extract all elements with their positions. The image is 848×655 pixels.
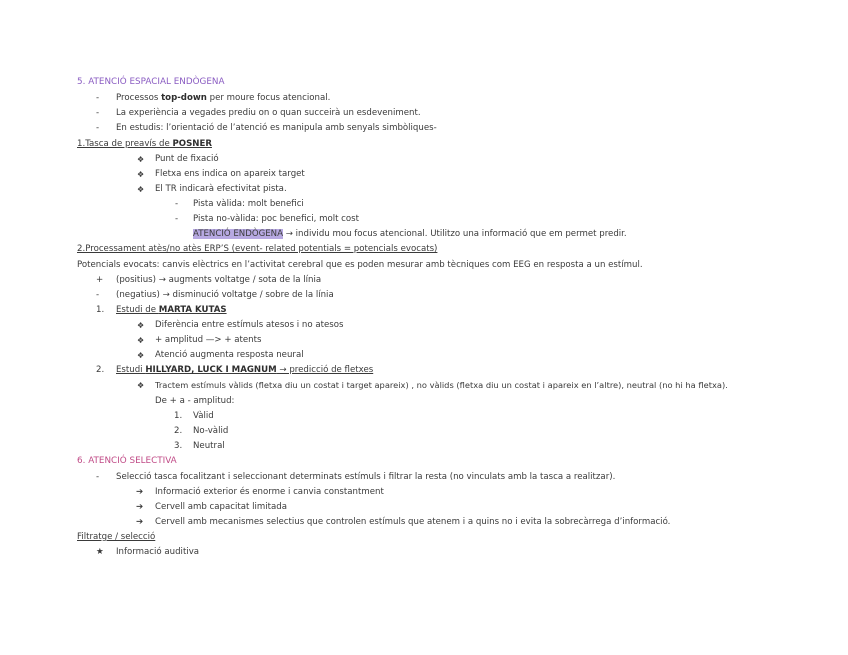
kutas-item-2: + amplitud —> + atents	[155, 335, 262, 345]
selective-attention-definition: Selecció tasca focalitzant i seleccionant determinats estímuls i filtrar la resta (no vinculats amb la tasca a realitzar).	[116, 472, 616, 482]
amplitude-invalid: No-vàlid	[193, 426, 229, 436]
amplitude-neutral: Neutral	[193, 441, 225, 451]
posner-task-title: 1.Tasca de preavís de POSNER	[77, 139, 212, 149]
arrow-bullet-icon: ➔	[136, 487, 144, 497]
dash-marker: -	[96, 108, 100, 118]
posner-item-fixation: Punt de fixació	[155, 154, 219, 164]
section-5-heading: 5. ATENCIÓ ESPACIAL ENDÒGENA	[77, 77, 225, 87]
bullet-top-down: Processos top-down per moure focus atencional.	[116, 93, 331, 103]
diamond-bullet-icon: ❖	[137, 381, 145, 390]
number-marker: 1.	[174, 411, 183, 421]
kutas-item-3: Atenció augmenta resposta neural	[155, 350, 304, 360]
number-marker: 2.	[174, 426, 183, 436]
dash-marker: -	[175, 199, 179, 209]
dash-marker: -	[96, 123, 100, 133]
amplitude-valid: Vàlid	[193, 411, 214, 421]
number-marker: 2.	[96, 365, 105, 375]
diamond-bullet-icon: ❖	[137, 351, 145, 360]
number-marker: 1.	[96, 305, 105, 315]
valid-cue: Pista vàlida: molt benefici	[193, 199, 304, 209]
arrow-bullet-icon: ➔	[136, 502, 144, 512]
study-kutas-title: Estudi de MARTA KUTAS	[116, 305, 227, 315]
highlighted-term: ATENCIÓ ENDÒGENA	[193, 229, 283, 239]
dash-marker: -	[96, 93, 100, 103]
erp-positive: (positius) → augments voltatge / sota de la línia	[116, 275, 322, 285]
diamond-bullet-icon: ❖	[137, 321, 145, 330]
erp-description: Potencials evocats: canvis elèctrics en l’activitat cerebral que es poden mesurar amb tècniques com EEG en resposta a un estímul.	[77, 260, 643, 270]
star-bullet-icon: ★	[96, 547, 104, 557]
posner-item-arrow: Fletxa ens indica on apareix target	[155, 169, 305, 179]
amplitude-order-label: De + a - amplitud:	[155, 396, 235, 406]
dash-marker: -	[96, 290, 100, 300]
selective-item-2: Cervell amb capacitat limitada	[155, 502, 287, 512]
posner-item-tr: El TR indicarà efectivitat pista.	[155, 184, 287, 194]
invalid-cue: Pista no-vàlida: poc benefici, molt cost	[193, 214, 360, 224]
diamond-bullet-icon: ❖	[137, 185, 145, 194]
endogenous-attention-note: ATENCIÓ ENDÒGENA → individu mou focus atencional. Utilitzo una informació que em permet predir.	[193, 229, 627, 239]
arrow-bullet-icon: ➔	[136, 517, 144, 527]
dash-marker: -	[175, 214, 179, 224]
auditory-information: Informació auditiva	[116, 547, 200, 557]
bullet-studies: En estudis: l’orientació de l’atenció es manipula amb senyals simbòliques-	[116, 123, 437, 133]
study-hillyard-title: Estudi HILLYARD, LUCK I MAGNUM → predicció de fletxes	[116, 365, 374, 375]
hillyard-item-1: Tractem estímuls vàlids (fletxa diu un costat i target apareix) , no vàlids (fletxa diu un costat i apareix en l’altre), neutral (no hi ha fletxa).	[155, 380, 728, 390]
selective-item-1: Informació exterior és enorme i canvia constantment	[155, 487, 384, 497]
erp-title: 2.Processament atès/no atès ERP’S (event- related potentials = potencials evocats)	[77, 244, 438, 254]
number-marker: 3.	[174, 441, 183, 451]
erp-negative: (negatius) → disminució voltatge / sobre de la línia	[116, 290, 334, 300]
kutas-item-1: Diferència entre estímuls atesos i no atesos	[155, 320, 344, 330]
bullet-experience: La experiència a vegades prediu on o quan succeirà un esdeveniment.	[116, 108, 421, 118]
diamond-bullet-icon: ❖	[137, 155, 145, 164]
dash-marker: -	[96, 472, 100, 482]
selective-item-3: Cervell amb mecanismes selectius que controlen estímuls que atenem i a quins no i evita la sobrecàrrega d’informació.	[155, 517, 671, 527]
filtering-title: Filtratge / selecció	[77, 532, 156, 542]
diamond-bullet-icon: ❖	[137, 336, 145, 345]
section-6-heading: 6. ATENCIÓ SELECTIVA	[77, 456, 177, 466]
plus-marker: +	[96, 275, 104, 285]
diamond-bullet-icon: ❖	[137, 170, 145, 179]
